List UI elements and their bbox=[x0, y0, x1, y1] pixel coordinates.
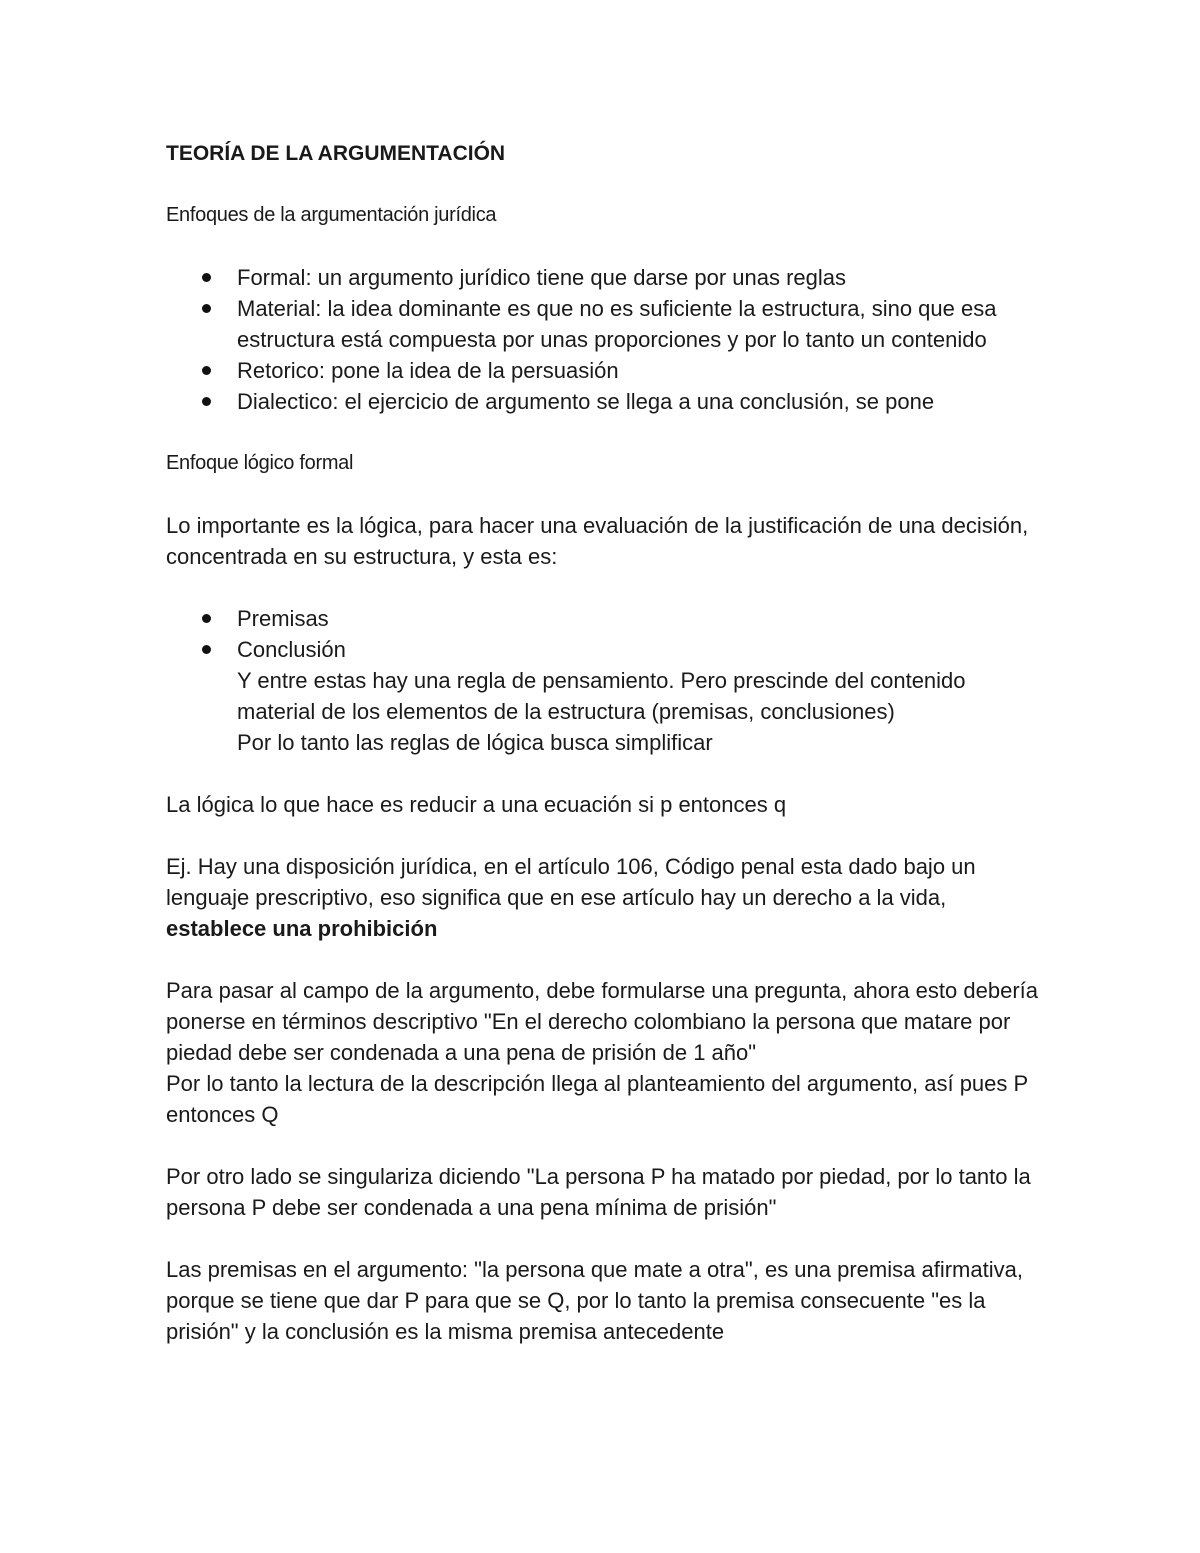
section-heading-logico-formal: Enfoque lógico formal bbox=[166, 452, 354, 474]
list-item: Premisas bbox=[166, 603, 1046, 634]
example-text: Ej. Hay una disposición jurídica, en el artículo 106, Código penal esta dado bajo un lenguaje prescriptivo, eso significa que en ese artículo hay un derecho a la vida, bbox=[166, 854, 976, 910]
list-item: Dialectico: el ejercicio de argumento se llega a una conclusión, se pone bbox=[166, 386, 1046, 417]
paragraph-premisas: Las premisas en el argumento: "la persona que mate a otra", es una premisa afirmativa, porque se tiene que dar P para que se Q, por lo tanto la premisa consecuente "es la prisión" y la conclusión es la misma premisa antecedente bbox=[166, 1257, 1023, 1344]
bullet-icon bbox=[202, 645, 211, 654]
section-heading-enfoques: Enfoques de la argumentación jurídica bbox=[166, 204, 497, 226]
paragraph-argumento-1: Para pasar al campo de la argumento, debe formularse una pregunta, ahora esto debería ponerse en términos descriptivo "En el derecho colombiano la persona que matare por piedad debe ser condenada a una pena de prisión de 1 año" bbox=[166, 978, 1045, 1065]
list-item: Formal: un argumento jurídico tiene que darse por unas reglas bbox=[166, 262, 1046, 293]
list-item: Conclusión bbox=[166, 634, 1046, 665]
estructura-list bbox=[166, 603, 1046, 665]
document-title: TEORÍA DE LA ARGUMENTACIÓN bbox=[166, 142, 506, 165]
paragraph-ejemplo bbox=[166, 851, 1046, 944]
paragraph-singulariza: Por otro lado se singulariza diciendo "La persona P ha matado por piedad, por lo tanto la persona P debe ser condenada a una pena mínima de prisión" bbox=[166, 1164, 1031, 1220]
bullet-icon bbox=[202, 273, 211, 282]
bullet-icon bbox=[202, 397, 211, 406]
list-item: Retorico: pone la idea de la persuasión bbox=[166, 355, 1046, 386]
enfoques-list bbox=[166, 262, 1046, 417]
bullet-icon bbox=[202, 614, 211, 623]
paragraph-argumento-2: Por lo tanto la lectura de la descripción llega al planteamiento del argumento, así pues P entonces Q bbox=[166, 1071, 1028, 1127]
example-bold-text: establece una prohibición bbox=[166, 916, 438, 941]
paragraph-simplificar: Por lo tanto las reglas de lógica busca simplificar bbox=[237, 730, 713, 755]
paragraph-logica-intro: Lo importante es la lógica, para hacer una evaluación de la justificación de una decisión, concentrada en su estructura, y esta es: bbox=[166, 513, 1029, 569]
document-page bbox=[166, 138, 1046, 1378]
list-item: Material: la idea dominante es que no es suficiente la estructura, sino que esa estructura está compuesta por unas proporciones y por lo tanto un contenido bbox=[166, 293, 1046, 355]
bullet-icon bbox=[202, 366, 211, 375]
bullet-icon bbox=[202, 304, 211, 313]
paragraph-ecuacion: La lógica lo que hace es reducir a una ecuación si p entonces q bbox=[166, 792, 787, 817]
paragraph-regla-pensamiento: Y entre estas hay una regla de pensamiento. Pero prescinde del contenido material de los elementos de la estructura (premisas, conclusiones) bbox=[237, 668, 972, 724]
